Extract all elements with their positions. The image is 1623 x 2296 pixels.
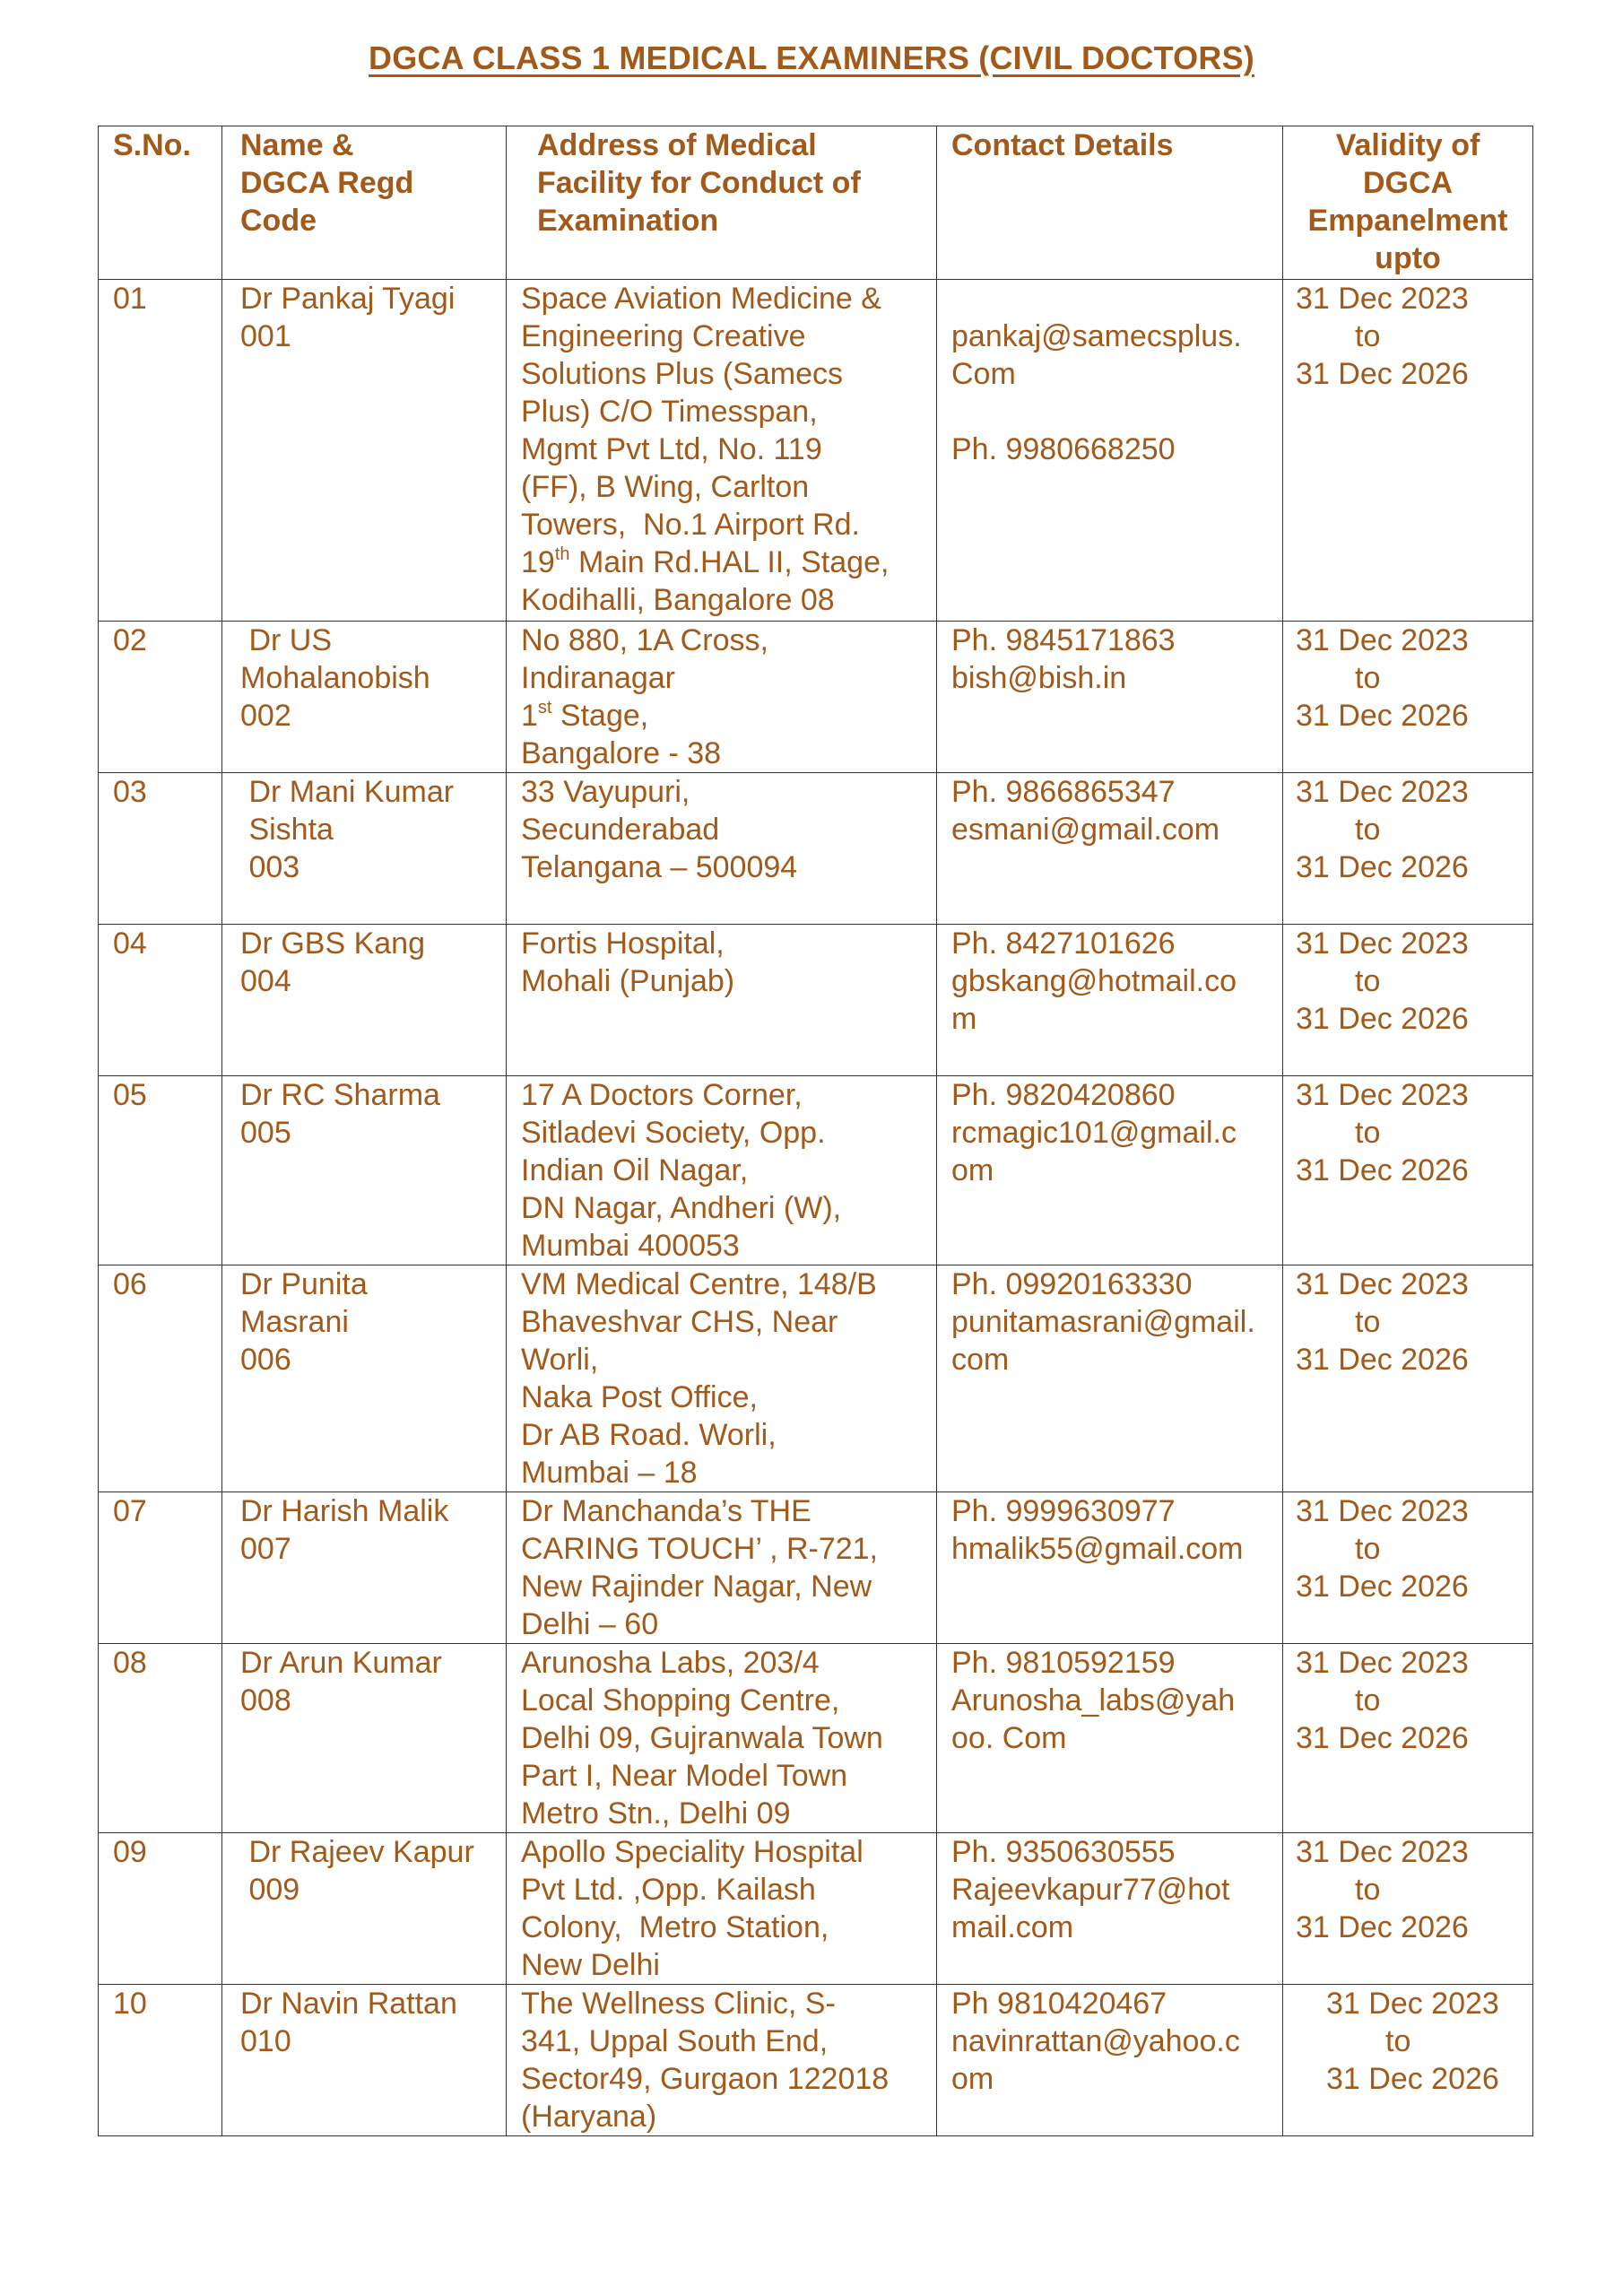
header-validity-line: Validity of — [1335, 128, 1480, 162]
cell-contact — [937, 1076, 1283, 1265]
examiners-table — [98, 126, 1533, 2136]
doctor-name: Dr GBS Kang — [240, 926, 425, 961]
table-row — [99, 1985, 1533, 2136]
doctor-name: Dr Pankaj Tyagi — [240, 282, 456, 316]
cell-name — [222, 1265, 507, 1492]
contact-email: mail.com — [951, 1910, 1074, 1944]
doctor-code: 008 — [240, 1683, 291, 1718]
cell-sno: 03 — [99, 773, 222, 925]
doctor-name: Dr US — [240, 623, 332, 657]
header-contact-label: Contact Details — [951, 128, 1174, 162]
contact-email: gbskang@hotmail.co — [951, 964, 1237, 998]
header-validity-line: Empanelment — [1307, 204, 1508, 238]
cell-address: Arunosha Labs, 203/4 Local Shopping Centre, Delhi 09, Gujranwala Town Part I, Near Model Town Metro Stn., Delhi 09 — [507, 1644, 937, 1833]
doctor-name: Dr Mani Kumar — [240, 775, 455, 809]
contact-email: punitamasrani@gmail. — [951, 1305, 1255, 1339]
header-name-line: DGCA Regd — [240, 166, 414, 200]
header-sno-label: S.No. — [113, 128, 191, 162]
cell-validity: 31 Dec 2023 to 31 Dec 2026 — [1283, 1644, 1533, 1833]
table-header-row — [99, 126, 1533, 280]
cell-sno: 06 — [99, 1265, 222, 1492]
cell-address: 17 A Doctors Corner, Sitladevi Society, Opp. Indian Oil Nagar, DN Nagar, Andheri (W), Mumbai 400053 — [507, 1076, 937, 1265]
cell-name — [222, 1833, 507, 1985]
table-row — [99, 1265, 1533, 1492]
table-row — [99, 280, 1533, 622]
cell-contact — [937, 1265, 1283, 1492]
table-row — [99, 773, 1533, 925]
contact-email: navinrattan@yahoo.c — [951, 2024, 1240, 2058]
cell-contact — [937, 1833, 1283, 1985]
contact-email: pankaj@samecsplus. — [951, 319, 1242, 353]
contact-phone: Ph 9810420467 — [951, 1987, 1167, 2021]
doctor-code: 010 — [240, 2024, 291, 2058]
cell-validity: 31 Dec 2023 to 31 Dec 2026 — [1283, 773, 1533, 925]
header-address-line: Facility for Conduct of — [537, 166, 861, 200]
header-validity-line: DGCA — [1362, 166, 1454, 200]
cell-sno: 09 — [99, 1833, 222, 1985]
cell-sno: 07 — [99, 1492, 222, 1644]
doctor-name: Sishta — [240, 813, 334, 847]
cell-address: Space Aviation Medicine & Engineering Creative Solutions Plus (Samecs Plus) C/O Timesspan, Mgmt Pvt Ltd, No. 119 (FF), B Wing, Carlton Towers, No.1 Airport Rd. 19th Main Rd.HAL II, Stage, Kodihalli, Bangalore 08 — [507, 280, 937, 622]
cell-sno: 02 — [99, 622, 222, 773]
cell-name — [222, 773, 507, 925]
doctor-name: Dr Harish Malik — [240, 1494, 449, 1528]
doctor-code: 002 — [240, 699, 291, 733]
contact-phone: Ph. 8427101626 — [951, 926, 1176, 961]
doctor-name: Dr Arun Kumar — [240, 1646, 442, 1680]
contact-email: m — [951, 1002, 977, 1036]
contact-email: hmalik55@gmail.com — [951, 1532, 1244, 1566]
cell-name — [222, 1985, 507, 2136]
doctor-code: 007 — [240, 1532, 291, 1566]
table-row — [99, 1492, 1533, 1644]
cell-address: 33 Vayupuri, Secunderabad Telangana – 500094 — [507, 773, 937, 925]
cell-validity: 31 Dec 2023 to 31 Dec 2026 — [1283, 1265, 1533, 1492]
doctor-name: Dr Rajeev Kapur — [240, 1835, 474, 1869]
contact-email: oo. Com — [951, 1721, 1067, 1755]
header-address — [507, 126, 937, 280]
cell-contact — [937, 1644, 1283, 1833]
cell-name — [222, 280, 507, 622]
contact-email: com — [951, 1343, 1010, 1377]
doctor-code: 006 — [240, 1343, 291, 1377]
cell-validity: 31 Dec 2023 to 31 Dec 2026 — [1283, 1833, 1533, 1985]
cell-address: Dr Manchanda’s THE CARING TOUCH’ , R-721, New Rajinder Nagar, New Delhi – 60 — [507, 1492, 937, 1644]
doctor-code: 004 — [240, 964, 291, 998]
page-title: DGCA CLASS 1 MEDICAL EXAMINERS (CIVIL DOCTORS) — [369, 39, 1254, 76]
cell-contact — [937, 280, 1283, 622]
cell-contact — [937, 622, 1283, 773]
doctor-code: 001 — [240, 319, 291, 353]
doctor-code: 003 — [240, 850, 300, 884]
contact-phone: Ph. 9845171863 — [951, 623, 1176, 657]
header-validity — [1283, 126, 1533, 280]
header-name — [222, 126, 507, 280]
cell-address: Apollo Speciality Hospital Pvt Ltd. ,Opp. Kailash Colony, Metro Station, New Delhi — [507, 1833, 937, 1985]
contact-phone: Ph. 9350630555 — [951, 1835, 1176, 1869]
doctor-name: Masrani — [240, 1305, 349, 1339]
cell-sno: 01 — [99, 280, 222, 622]
header-validity-line: upto — [1375, 241, 1441, 275]
cell-validity: 31 Dec 2023 to 31 Dec 2026 — [1283, 1076, 1533, 1265]
header-address-line: Address of Medical — [537, 128, 817, 162]
cell-address: VM Medical Centre, 148/B Bhaveshvar CHS, Near Worli, Naka Post Office, Dr AB Road. Worli, Mumbai – 18 — [507, 1265, 937, 1492]
cell-contact — [937, 773, 1283, 925]
contact-email: Rajeevkapur77@hot — [951, 1873, 1230, 1907]
cell-sno: 10 — [99, 1985, 222, 2136]
cell-name — [222, 925, 507, 1076]
contact-phone: Ph. 9866865347 — [951, 775, 1176, 809]
cell-name — [222, 1492, 507, 1644]
header-contact — [937, 126, 1283, 280]
doctor-name: Dr RC Sharma — [240, 1078, 440, 1112]
cell-name — [222, 1076, 507, 1265]
doctor-code: 009 — [240, 1873, 300, 1907]
cell-validity: 31 Dec 2023 to 31 Dec 2026 — [1283, 1492, 1533, 1644]
contact-phone: Ph. 9810592159 — [951, 1646, 1176, 1680]
contact-email: bish@bish.in — [951, 661, 1127, 695]
cell-address: No 880, 1A Cross, Indiranagar 1st Stage, Bangalore - 38 — [507, 622, 937, 773]
contact-email: rcmagic101@gmail.c — [951, 1116, 1237, 1150]
cell-sno: 05 — [99, 1076, 222, 1265]
cell-contact — [937, 1492, 1283, 1644]
cell-name — [222, 1644, 507, 1833]
table-row — [99, 1076, 1533, 1265]
contact-email: om — [951, 2062, 994, 2096]
contact-email: Com — [951, 357, 1016, 391]
cell-contact — [937, 925, 1283, 1076]
header-name-line: Name & — [240, 128, 354, 162]
contact-phone: Ph. 9820420860 — [951, 1078, 1176, 1112]
cell-address: Fortis Hospital, Mohali (Punjab) — [507, 925, 937, 1076]
table-row — [99, 622, 1533, 773]
cell-address: The Wellness Clinic, S- 341, Uppal South End, Sector49, Gurgaon 122018 (Haryana) — [507, 1985, 937, 2136]
cell-validity: 31 Dec 2023 to 31 Dec 2026 — [1283, 925, 1533, 1076]
contact-phone: Ph. 09920163330 — [951, 1267, 1193, 1301]
doctor-name: Mohalanobish — [240, 661, 430, 695]
contact-email: Arunosha_labs@yah — [951, 1683, 1236, 1718]
doctor-code: 005 — [240, 1116, 291, 1150]
header-name-line: Code — [240, 204, 317, 238]
cell-sno: 08 — [99, 1644, 222, 1833]
table-row — [99, 1644, 1533, 1833]
header-sno — [99, 126, 222, 280]
doctor-name: Dr Navin Rattan — [240, 1987, 457, 2021]
cell-validity: 31 Dec 2023 to 31 Dec 2026 — [1283, 622, 1533, 773]
cell-sno: 04 — [99, 925, 222, 1076]
contact-phone: Ph. 9999630977 — [951, 1494, 1176, 1528]
table-row — [99, 1833, 1533, 1985]
header-address-line: Examination — [537, 204, 719, 238]
cell-validity: 31 Dec 2023 to 31 Dec 2026 — [1283, 280, 1533, 622]
table-row — [99, 925, 1533, 1076]
cell-name — [222, 622, 507, 773]
contact-email: om — [951, 1153, 994, 1187]
doctor-name: Dr Punita — [240, 1267, 368, 1301]
contact-email: esmani@gmail.com — [951, 813, 1220, 847]
contact-phone: Ph. 9980668250 — [951, 432, 1176, 466]
cell-contact — [937, 1985, 1283, 2136]
cell-validity: 31 Dec 2023 to 31 Dec 2026 — [1283, 1985, 1533, 2136]
